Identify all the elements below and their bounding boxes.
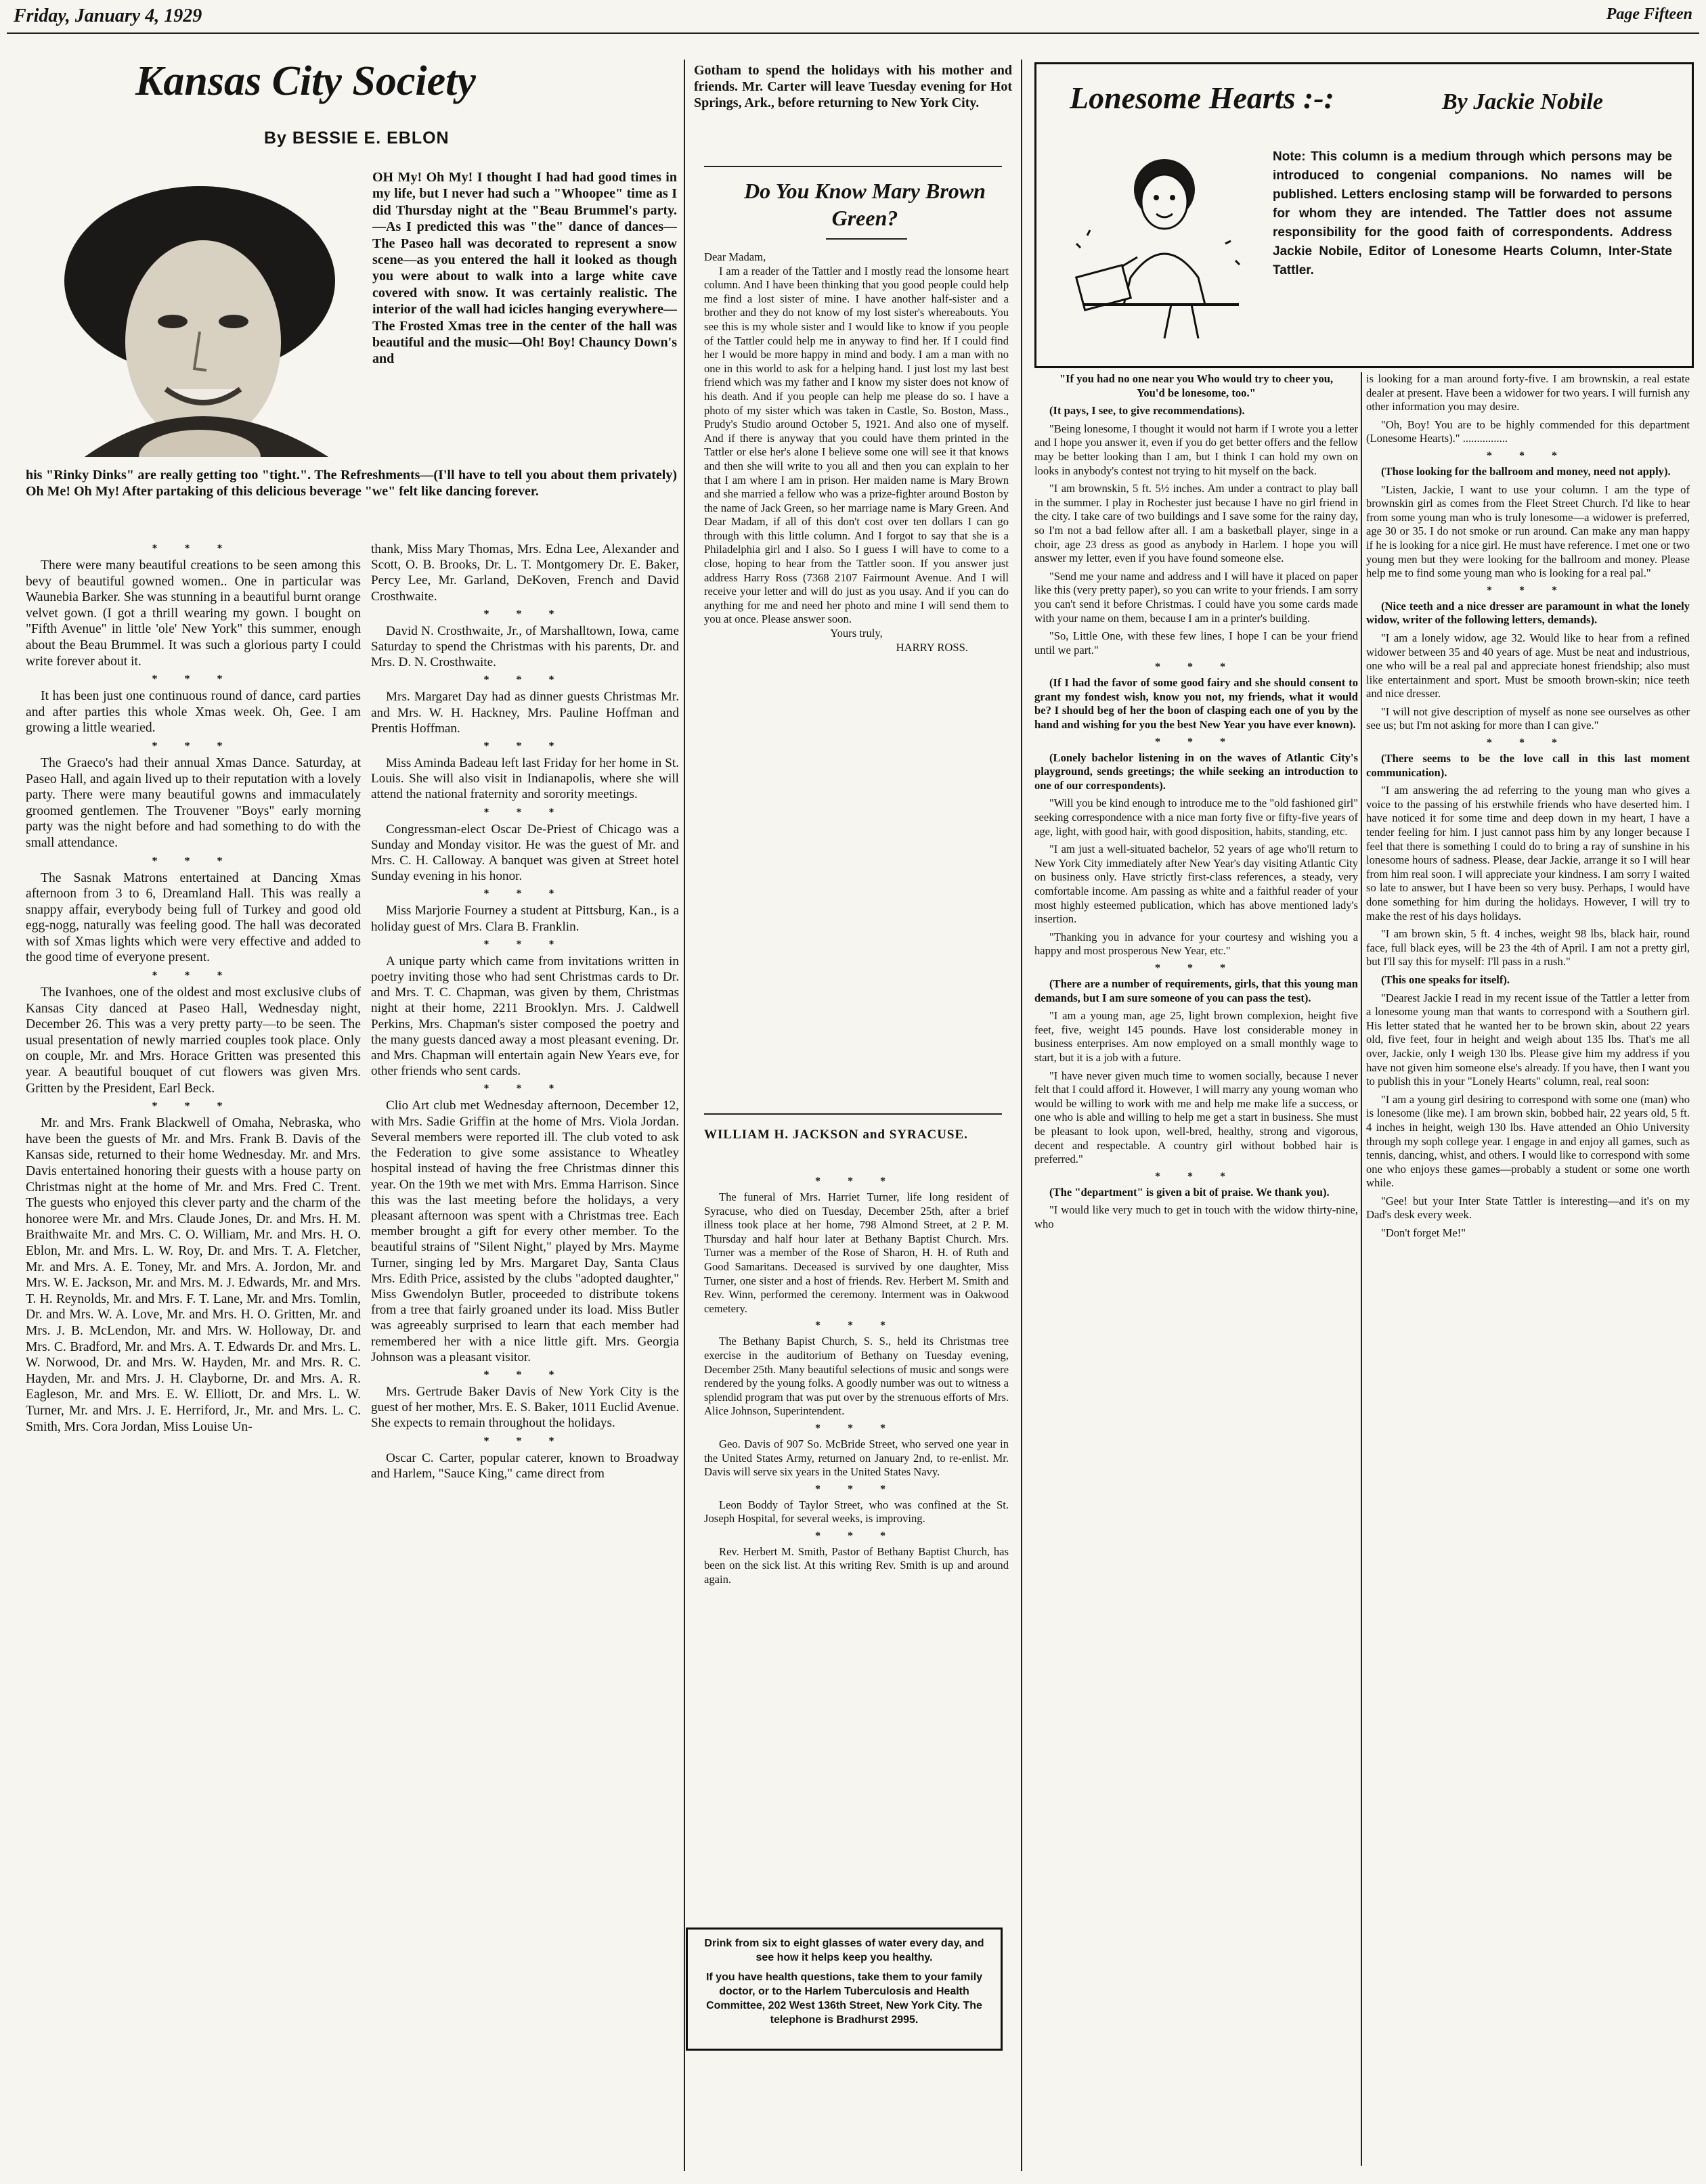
society-paragraph: The Sasnak Matrons entertained at Dancing Xmas afternoon from 3 to 6, Dreamland Hall. This was really a snappy affair, everybody being full of Turkey and good old egg-nogg, naturally was feeling good. The hall was decorated with sof Xmas lights which were very effective and added to the good time of everyone present. — [26, 870, 361, 965]
divider-stars: * * * — [1155, 736, 1238, 748]
lonesome-letter: "I am answering the ad referring to the young man who gives a voice to the passing of his erstwhile friends who have deserted him. I have noticed it for some time and deep down in my heart, I have a tender feeling for him. I just cannot pass him by any longer because I feel that there is something I could do to bring a ray of sunshine in his lonesome hours of sadness. Please, dear Jackie, arrange it so I will hear from him real soon. I will appreciate your kindness. I am sorry I waited so late to answer, but I have been so very busy. Perhaps, I would have done something for him during the holidays. However, I will try to make the rest of his days holidays. — [1366, 784, 1690, 922]
divider-stars: * * * — [483, 888, 567, 900]
column-rule-2 — [1021, 60, 1022, 2171]
column-rule-3 — [1361, 372, 1362, 2166]
divider-stars: * * * — [152, 673, 235, 686]
header-rule — [7, 32, 1699, 34]
mary-brown-title: Do You Know Mary Brown Green? — [744, 179, 986, 230]
lonesome-editor-note: (If I had the favor of some good fairy and she should consent to grant my fondest wish, know you not, my friends, what it would be? I should beg of her the boon of clasping each one of you by the hand and wishing for you the best New Year you have ever known). — [1034, 676, 1358, 732]
lonesome-letter: "Being lonesome, I thought it would not harm if I wrote you a letter and I hope you answer it, even if you do get better offers and the fellow may be better looking than I am, but I think I can hold my own on looks in anybody's contest not trying to hit myself on the back. — [1034, 422, 1358, 477]
portrait-photo — [44, 173, 359, 457]
lonesome-letter: is looking for a man around forty-five. I am brownskin, a real estate dealer at present. Have been a widower for two years. I will furnish any other information you may desire. — [1366, 372, 1690, 414]
divider-stars: * * * — [483, 674, 567, 686]
society-paragraph: Mrs. Gertrude Baker Davis of New York City is the guest of her mother, Mrs. E. S. Baker, 1011 Euclid Avenue. She expects to remain throughout the holidays. — [371, 1384, 679, 1431]
syracuse-item: Geo. Davis of 907 So. McBride Street, who served one year in the United States Army, returned on January 2nd, to re-enlist. Mr. Davis will serve six years in the United States Navy. — [704, 1437, 1009, 1479]
divider-stars: * * * — [1155, 1170, 1238, 1182]
divider-stars: * * * — [1487, 584, 1569, 596]
lonesome-letter: "Send me your name and address and I will have it placed on paper like this (very pretty paper), so you can write to your friends. I am sorry you can't send it before Christmas. I could have you some cards made with your name on them, because I am in a printer's building. — [1034, 569, 1358, 625]
divider-stars: * * * — [483, 1435, 567, 1447]
lonesome-editor-note: (There are a number of requirements, girls, that this young man demands, but I am sure someone of you can pass the test). — [1034, 977, 1358, 1004]
lonesome-letter: "So, Little One, with these few lines, I hope I can be your friend until we part." — [1034, 629, 1358, 656]
society-paragraph: Clio Art club met Wednesday afternoon, December 12, with Mrs. Sadie Griffin at the home of Mrs. Viola Jordan. Several members were reported ill. The club voted to ask the Federation to give some assistance to Wheatley hospital instead of having the free Christmas dinner this year. On the 19th we met with Mrs. Emma Harrison. Since this was the last meeting before the holidays, a very pleasant afternoon was spent with a Christmas tree. Each member brought a gift for every other member. To the beautiful strains of "Silent Night," played by Mrs. Mayme Turner, singing led by Mrs. Margaret Day, Santa Claus Mrs. Edith Price, assisted by the clubs "adopted daughter," Miss Gwendolyn Butler, proceeded to distribute tokens from a tree that fairly groaned under its load. Miss Butler was agreeably surprised to learn that each member had remembered her with a nice little gift. Mrs. Georgia Johnson was a pleasant visitor. — [371, 1098, 679, 1364]
society-column-2 — [371, 541, 679, 2172]
lonesome-letter: "I have never given much time to women socially, because I never felt that I could afford it. However, I will marry any young woman who would be willing to work with me and help me make life a success, or one who is able and willing to help me get a start in business. She must be pleasant to look upon, well-bred, healthy, strong and vigorous, decent and respectable. A country girl without bobbed hair is preferred." — [1034, 1069, 1358, 1166]
lonesome-editor-note: (There seems to be the love call in this last moment communication). — [1366, 752, 1690, 779]
column-rule-1 — [684, 60, 685, 2171]
divider-stars: * * * — [815, 1483, 898, 1495]
divider-stars: * * * — [483, 740, 567, 753]
health-notice-box — [686, 1927, 1003, 2051]
divider-stars: * * * — [1487, 449, 1569, 462]
syracuse-header — [704, 1127, 1009, 1167]
lonesome-editor-note: (This one speaks for itself). — [1381, 973, 1510, 986]
society-column-1 — [26, 541, 361, 2172]
lonesome-letter: "I am a young man, age 25, light brown complexion, height five feet, five, weight 145 pounds. Have lost considerable money in business enterprises. Am now employed on a small monthly wage to start, but it is a job with a future. — [1034, 1009, 1358, 1064]
divider-stars: * * * — [152, 1100, 235, 1113]
divider-stars: * * * — [483, 938, 567, 950]
society-paragraph: Congressman-elect Oscar De-Priest of Chicago was a Sunday and Monday visitor. He was the guest of Mr. and Mrs. C. H. Calloway. A banquet was given at Street hotel Sunday evening in his honor. — [371, 822, 679, 884]
health-notice-line-1: Drink from six to eight glasses of water every day, and see how it helps keep you healthy. — [704, 1938, 984, 1963]
society-paragraph: Miss Aminda Badeau left last Friday for her home in St. Louis. She will also visit in Indianapolis, where she will attend the national fraternity and sorority meetings. — [371, 756, 679, 802]
letter-closing: Yours truly, — [830, 627, 883, 640]
lonesome-letter: "Listen, Jackie, I want to use your column. I am the type of brownskin girl as comes from the Fleet Street Church. I'd like to hear from some young man who is truly lonesome—a widower is preferred, age 30 or 35. I do not smoke or run around. Can make any man happy if he is looking for a nice girl. He must have reference. I met one or two young men but they were looking for the ballroom and money. Please help me to find some young man who is looking for a real pal." — [1366, 483, 1690, 580]
letter-salutation: Dear Madam, — [704, 250, 766, 263]
lonesome-editor-note: (The "department" is given a bit of praise. We thank you). — [1049, 1185, 1330, 1199]
divider-stars: * * * — [152, 740, 235, 752]
society-paragraph: Mr. and Mrs. Frank Blackwell of Omaha, Nebraska, who have been the guests of Mr. and Mrs. Frank B. Davis of the Kansas side, returned to their home Wednesday. Mr. and Mrs. Davis entertained honoring their guests with a house party on Christmas night at the home of Mr. and Mrs. Fred C. Trent. The guests who enjoyed this clever party and the charm of the honoree were Mr. and Mrs. Claude Jones, Dr. and Mrs. H. M. Braithwaite Mr. and Mrs. C. O. William, Mr. and Mrs. H. O. Eblon, Mr. and Mrs. L. W. Roy, Dr. and Mrs. T. A. Fletcher, Mr. and Mrs. A. E. Toney, Mr. and Mrs. A. Jordon, Mr. and Mrs. W. E. Jackson, Mr. and Mrs. M. J. Edwards, Mr. and Mrs. T. H. Reynolds, Mr. and Mrs. F. T. Lane, Mr. and Mrs. Tomlin, Dr. and Mrs. W. A. Love, Mr. and Mrs. H. O. Gritten, Mr. and Mrs. J. B. McLendon, Mr. and Mrs. W. Holloway, Dr. and Mrs. C. Bradford, Mr. and Mrs. A. T. Edwards Dr. and Mrs. L. W. Norwood, Dr. and Mrs. W. Hayden, Mr. and Mrs. R. C. Hayden, Mr. and Mrs. J. H. Clayborne, Dr. and Mrs. A. R. Eagleson, Mr. and Mrs. E. W. Elliott, Dr. and Mrs. L. W. Turner, Mr. and Mrs. J. E. Herriford, Jr., Mr. and Mrs. L. C. Smith, Mrs. Cora Jordan, Miss Louise Un- — [26, 1116, 361, 1434]
divider-stars: * * * — [483, 1368, 567, 1381]
syracuse-item: Leon Boddy of Taylor Street, who was confined at the St. Joseph Hospital, for several weeks, is improving. — [704, 1498, 1009, 1525]
syracuse-item: The Bethany Bapist Church, S. S., held its Christmas tree exercise in the auditorium of Bethany on Tuesday evening, December 25th. Many beautiful selections of music and songs were rendered by the young folks. A goodly number was out to witness a splendid program that was put over by the strenuous efforts of Mrs. Alice Johnson, Superintendent. — [704, 1335, 1009, 1418]
section-rule — [704, 166, 1002, 167]
lonesome-letter: "Dearest Jackie I read in my recent issue of the Tattler a letter from a lonesome young man that wants to correspond with a Southern girl. His letter stated that he wanted her to be brown skin, about 22 years old, five feet, four in height and weigh about 135 lbs. That's me all over, Jackie, only I weigh 130 lbs. Please give him my address if you have not given him someone else's already. If you have, then I want you to publish this in your "Lonely Hearts" column, real, real soon: — [1366, 991, 1690, 1088]
lonesome-hearts-title: Lonesome Hearts :-: — [1070, 81, 1334, 115]
society-paragraph: The Graeco's had their annual Xmas Dance. Saturday, at Paseo Hall, and again lived up to their reputation with a lovely party. There were many beautiful gowns and immaculately groomed gentlemen. The Trouvener "Boys" early morning party was the night before and had something to do with the small attendance. — [26, 755, 361, 850]
lonesome-verse: "If you had no one near you Who would try to cheer you, You'd be lonesome, too." — [1059, 372, 1334, 399]
lonesome-letter: "Don't forget Me!" — [1381, 1226, 1466, 1240]
lonesome-letter: "I am brown skin, 5 ft. 4 inches, weight 98 lbs, black hair, round face, full black eyes, will be 23 the 4th of April. I am not a pretty girl, but I'll say this for myself: I'll pass in a rush." — [1366, 927, 1690, 968]
society-paragraph: Miss Marjorie Fourney a student at Pittsburg, Kan., is a holiday guest of Mrs. Clara B. Franklin. — [371, 904, 679, 934]
society-paragraph: thank, Miss Mary Thomas, Mrs. Edna Lee, Alexander and Scott, O. B. Brooks, Dr. L. T. Montgomery Dr. E. Baker, Percy Lee, Mr. Garland, DeKoven, French and David Crosthwaite. — [371, 542, 679, 604]
lonesome-letter: "Gee! but your Inter State Tattler is interesting—and it's on my Dad's desk every week. — [1366, 1194, 1690, 1222]
divider-stars: * * * — [152, 855, 235, 867]
lonesome-letter: "Oh, Boy! You are to be highly commended for this department (Lonesome Hearts)." ................ — [1366, 418, 1690, 445]
society-lead-continued — [26, 467, 677, 535]
lonesome-letter: "I will not give description of myself as none see ourselves as other see us; but I'm not asking for more than I can give." — [1366, 705, 1690, 732]
lonesome-editor-note: (It pays, I see, to give recommendations). — [1049, 404, 1245, 418]
lonesome-letter: "Will you be kind enough to introduce me to the "old fashioned girl" seeking correspondence with a nice man forty five or fifty-five years of age, light, with good hair, with good disposition, habits, standing, etc. — [1034, 797, 1358, 838]
divider-stars: * * * — [815, 1176, 898, 1187]
society-paragraph: The Ivanhoes, one of the oldest and most exclusive clubs of Kansas City danced at Paseo Hall, Wednesday night, December 26. This was a very pretty party—to be seen. The usual presentation of newly married couples took place. Only on couple, Mr. and Mrs. Horace Gritten was presented this year. A beautiful bouquet of cut flowers was given Mrs. Gritten by the President, Earl Beck. — [26, 985, 361, 1096]
lonesome-column-1 — [1034, 372, 1358, 2172]
syracuse-column — [704, 1174, 1009, 1919]
lonesome-hearts-byline: By Jackie Nobile — [1442, 89, 1603, 114]
divider-stars: * * * — [815, 1422, 898, 1434]
kansas-city-society-title: Kansas City Society — [135, 58, 476, 104]
lonesome-letter: "I would like very much to get in touch with the widow thirty-nine, who — [1034, 1203, 1358, 1230]
issue-date: Friday, January 4, 1929 — [14, 5, 202, 26]
society-continued — [694, 62, 1012, 164]
society-paragraph: A unique party which came from invitations written in poetry inviting those who had sent Christmas cards to Dr. and Mrs. T. C. Chapman, was given by them, Christmas night at their home, 2211 Brooklyn. Mrs. J. Caldwell Perkins, Mrs. Chapman's sister composed the poetry and the many guests danced away a most pleasant evening. Dr. and Mrs. Chapman will entertain again New Years eve, for other friends who sent cards. — [371, 954, 679, 1079]
letter-body: I am a reader of the Tattler and I mostly read the lonsome heart column. And I have been thinking that you good people could help me find a lost sister of mine. I have another half-sister and a brother and they do not know of my lost sister's whereabouts. You see this is my whole sister and I would like to know if you people of the Tattler could help me in anyway to find her. If I could find her I would be more happy in mind and body. I am a man with no one in this world to ask for a helping hand. I just lost my last best friend which was my father and I know my sister does not know of his death. And if you people can help me please do so. I have a photo of my sister which was taken in Castle, So. Boston, Mass., Prudy's Studio around October 5, 1921. And also one of myself. And if there is anyway that you could have them printed in the Tattler or else her's alone I believe some one will see it that knows and then she will write to you all and then you can explain to her that I am where I am in prison. Her maiden name is Mary Brown and she married a fellow who was a prize-fighter around Boston by the name of Jack Green, so her marriage name is Mary Green. And Dear Madam, if all of this don't cost over ten dollars I can go through with this little column. And I forgot to say that she is a Philadelphia girl and I also. So I guess I will have to come to a close, hoping to hear from the Tattler soon. If you answer just address Harry Ross (7368 2107 Fairmount Avenue. And I will receive your letter and will do just as you usay. And if you can do anything for me and need her photo and mine I will send them to you at once. Please answer soon. — [704, 264, 1009, 626]
mary-brown-letter — [704, 250, 1009, 1103]
society-paragraph: Oscar C. Carter, popular caterer, known to Broadway and Harlem, "Sauce King," came direct from — [371, 1450, 679, 1481]
lonesome-editor-note: (Those looking for the ballroom and money, need not apply). — [1381, 464, 1671, 478]
divider-stars: * * * — [483, 608, 567, 620]
syracuse-item: The funeral of Mrs. Harriet Turner, life long resident of Syracuse, who died on Tuesday, December 25th, after a brief illness took place at her home, 798 Almond Street, at 2 P. M. Thursday and half hour later at Bethany Baptist Church. Mrs. Turner was a member of the Rose of Sharon, H. H. of Ruth and Good Samaritans. Deceased is survived by one daughter, Miss Turner, one sister and a host of friends. Rev. Herbert M. Smith and Rev. Winn, performed the ceremony. Interment was in Oakwood cemetery. — [704, 1190, 1009, 1315]
divider-stars: * * * — [1487, 737, 1569, 749]
lonesome-editor-note: (Nice teeth and a nice dresser are paramount in what the lonely widow, writer of the following letters, demands). — [1366, 599, 1690, 627]
society-byline: By BESSIE E. EBLON — [264, 129, 450, 148]
society-paragraph: Mrs. Margaret Day had as dinner guests Christmas Mr. and Mrs. W. H. Hackney, Mrs. Pauline Hoffman and Prentis Hoffman. — [371, 690, 679, 736]
lonesome-letter: "Thanking you in advance for your courtesy and wishing you a happy and most prosperous New Year, etc." — [1034, 930, 1358, 958]
letter-signature: HARRY ROSS. — [896, 640, 968, 654]
society-paragraph: There were many beautiful creations to be seen among this bevy of beautiful gowned women.. One in particular was Waunebia Barker. She was stunning in a beautiful burnt orange velvet gown. (I got a thrill wearing my gown. I bought on "Fifth Avenue" in little 'ole' New York" this summer, enough about the Beau Brummel. It was such a glorious party I could write forever about it. — [26, 558, 361, 669]
lonesome-hearts-note: Note: This column is a medium through which persons may be introduced to congenial companions. No names will be published. Letters enclosing stamp will be forwarded to persons for whom they are intended. The Tattler does not assume responsibility for the good faith of correspondents. Address Jackie Nobile, Editor of Lonesome Hearts Column, Inter-State Tattler. — [1273, 150, 1672, 277]
health-notice-line-2: If you have health questions, take them to your family doctor, or to the Harlem Tuberculosis and Health Committee, 202 West 136th Street, New York City. The telephone is Bradhurst 2995. — [705, 1971, 983, 2026]
divider-stars: * * * — [815, 1530, 898, 1542]
society-lead — [372, 169, 677, 501]
syracuse-title: WILLIAM H. JACKSON and SYRACUSE. — [704, 1128, 968, 1142]
divider-stars: * * * — [815, 1320, 898, 1332]
title-rule — [826, 238, 907, 240]
society-continued-text: Gotham to spend the holidays with his mother and friends. Mr. Carter will leave Tuesday evening for Hot Springs, Ark., before returning to New York City. — [694, 63, 1012, 110]
lonesome-letter: "I am just a well-situated bachelor, 52 years of age who'll return to New York City immediately after New Year's day visiting Atlantic City on business only. Have strictly first-class references, a steady, very comfortable income. Am passing as white and a faithful reader of your most highly esteemed publication, which has above mentioned lady's insertion. — [1034, 843, 1358, 926]
lonesome-letter: "I am a young girl desiring to correspond with some one (man) who is lonesome (like me). I am brown skin, bobbed hair, 22 years old, 5 ft. 4 inches in height, weigh 130 lbs. Have attended an Ohio University through my soph college year. I engage in and enjoy all games, such as tennis, dancing, whist, and others. I would like to correspond with some one who enjoys these games—probably a student or some one worth while. — [1366, 1092, 1690, 1190]
divider-stars: * * * — [152, 543, 235, 554]
syracuse-item: Rev. Herbert M. Smith, Pastor of Bethany Baptist Church, has been on the sick list. At this writing Rev. Smith is up and around again. — [704, 1544, 1009, 1586]
divider-stars: * * * — [1155, 661, 1238, 673]
society-paragraph: It has been just one continuous round of dance, card parties and after parties this whole Xmas week. Oh, Gee. I am growing a little wearied. — [26, 689, 361, 736]
lonesome-column-2 — [1366, 372, 1690, 2172]
divider-stars: * * * — [483, 806, 567, 818]
section-rule — [704, 1113, 1002, 1115]
lonesome-letter: "I am brownskin, 5 ft. 5½ inches. Am under a contract to play ball in the summer. I play in Rochester just because I have no girl friend in the city. I take care of two buildings and I save some for the rainy day, so I'm not a bad fellow after all. I am a basketball player, singe in a choir, age 23 dress as good as anybody in Harlem. I hope you will answer my letter, even if you have found someone else. — [1034, 482, 1358, 565]
society-lead-cont-text: his "Rinky Dinks" are really getting too "tight.". The Refreshments—(I'll have to tell you about them privately) Oh Me! Oh My! After partaking of this delicious beverage "we" felt like dancing forever. — [26, 468, 677, 499]
society-lead-text: OH My! Oh My! I thought I had had good times in my life, but I never had such a "Whoopee" time as I did Thursday night at the "Beau Brummel's party.—As I predicted this was "the" dance of dances— The Paseo hall was decorated to represent a snow scene—as you entered the hall it looked as though you were about to walk into a large white cave covered with snow. It was certainly realistic. The interior of the wall had icicles hanging everywhere—The Frosted Xmas tree in the center of the hall was beautiful and the music—Oh! Boy! Chauncy Down's and — [372, 170, 677, 367]
divider-stars: * * * — [1155, 962, 1238, 974]
divider-stars: * * * — [152, 970, 235, 982]
page-number: Page Fifteen — [1606, 5, 1692, 23]
lonesome-editor-note: (Lonely bachelor listening in on the waves of Atlantic City's playground, sends greetings; the while seeking an introduction to one of our correspondents). — [1034, 751, 1358, 792]
divider-stars: * * * — [483, 1083, 567, 1095]
woman-writing-letter-drawing — [1063, 142, 1259, 345]
lonesome-letter: "I am a lonely widow, age 32. Would like to hear from a refined widower between 35 and 40 years of age. Must be neat and industrious, one who will be a real pal and appreciate honest friendship; also must like entertainment and sport. Must be smooth brown-skin; nice teeth and nice dresser. — [1366, 631, 1690, 700]
society-paragraph: David N. Crosthwaite, Jr., of Marshalltown, Iowa, came Saturday to spend the Christmas with his parents, Dr. and Mrs. D. N. Crosthwaite. — [371, 623, 679, 670]
